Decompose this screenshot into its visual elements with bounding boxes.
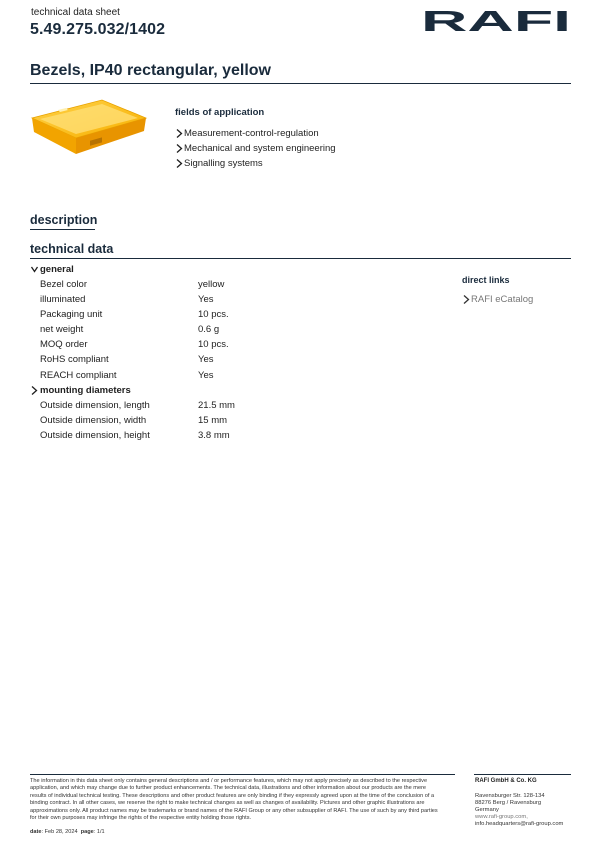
list-item: [175, 141, 336, 156]
ecatalog-link[interactable]: [462, 294, 533, 305]
reach-compliant-value: Yes: [198, 370, 214, 381]
outside-length-label: Outside dimension, length: [40, 400, 150, 411]
outside-height-value: 3.8 mm: [198, 430, 230, 441]
outside-width-label: Outside dimension, width: [40, 415, 147, 426]
application-label: Signalling systems: [184, 158, 263, 169]
outside-width-value: 15 mm: [198, 415, 228, 426]
group-label: general: [40, 263, 74, 275]
fields-of-application-heading: fields of application: [175, 107, 265, 118]
illuminated-label: illuminated: [40, 294, 86, 305]
document-type: technical data sheet: [31, 7, 120, 18]
net-weight-label: net weight: [40, 324, 84, 335]
link-label: RAFI eCatalog: [471, 294, 534, 305]
rohs-compliant-label: RoHS compliant: [40, 354, 109, 365]
company-name: RAFI GmbH & Co. KG: [475, 778, 537, 784]
technical-data-heading: technical data: [30, 242, 114, 256]
moq-order-value: 10 pcs.: [198, 339, 229, 350]
company-country: Germany: [475, 807, 499, 813]
company-city: 88276 Berg / Ravensburg: [475, 800, 542, 806]
description-underline: [30, 229, 95, 230]
svg-text:RAFI: RAFI: [421, 9, 571, 32]
page-label: page: [80, 829, 94, 835]
direct-links-heading: direct links: [462, 275, 510, 285]
company-email-link[interactable]: info.headquarters@rafi-group.com: [475, 821, 564, 827]
company-website-link[interactable]: www.rafi-group.com,: [475, 814, 528, 820]
outside-length-value: 21.5 mm: [198, 400, 235, 411]
footer-divider-right: [474, 774, 571, 775]
date-label: date: [30, 829, 42, 835]
title-divider: [30, 83, 571, 84]
application-label: Measurement-control-regulation: [184, 128, 319, 139]
chevron-right-icon: [175, 128, 184, 139]
list-item: [175, 126, 336, 141]
chevron-right-icon: [175, 143, 184, 154]
application-label: Mechanical and system engineering: [184, 143, 336, 154]
description-heading[interactable]: description: [30, 213, 98, 227]
article-number: 5.49.275.032/1402: [30, 21, 166, 38]
legal-disclaimer: The information in this data sheet only contains general descriptions and / or performance features, which may not apply precisely as described to the respective application, and which may change due to further product enhancements. The technical data, illustrations and other information about our products are the mere results of individual technical testing. These descriptions and other product features are only binding if they expressly agreed upon at the time of the conclusion of a binding contract. In all other cases, we reserve the right to make technical changes as well as changes of availability. Pictures and other graphic illustrations are approximations only. All product names may be trademarks or brand names of the RAFI Group or any other subsupplier of RAFI. The use of such by any third parties for their own purposes may infringe the rights of the respective entity holding those rights.: [30, 778, 438, 822]
rafi-logo: [420, 9, 572, 32]
outside-height-label: Outside dimension, height: [40, 430, 150, 441]
chevron-down-icon: [30, 264, 39, 275]
packaging-unit-label: Packaging unit: [40, 309, 103, 320]
chevron-right-icon: [175, 158, 184, 169]
list-item: [175, 156, 336, 171]
bezel-color-label: Bezel color: [40, 279, 87, 290]
reach-compliant-label: REACH compliant: [40, 370, 117, 381]
illuminated-value: Yes: [198, 294, 214, 305]
net-weight-value: 0.6 g: [198, 324, 220, 335]
chevron-right-icon: [462, 294, 471, 305]
chevron-right-icon: [30, 385, 39, 396]
technical-data-divider: [30, 258, 571, 259]
date-value: Feb 28, 2024: [44, 829, 78, 835]
rohs-compliant-value: Yes: [198, 354, 214, 365]
packaging-unit-value: 10 pcs.: [198, 309, 229, 320]
moq-order-label: MOQ order: [40, 339, 88, 350]
group-mounting-diameters[interactable]: [30, 384, 131, 396]
group-general[interactable]: [30, 263, 74, 275]
fields-of-application-list: [175, 126, 336, 171]
group-label: mounting diameters: [40, 384, 131, 396]
bezel-color-value: yellow: [198, 279, 225, 290]
footer-date-page: date: Feb 28, 2024 page: 1/1: [30, 829, 105, 835]
page-title: Bezels, IP40 rectangular, yellow: [30, 62, 271, 79]
company-street: Ravensburger Str. 128-134: [475, 793, 545, 799]
yellow-rectangular-bezel-image: [30, 98, 148, 160]
footer-divider-left: [30, 774, 455, 775]
page-value: 1/1: [96, 829, 105, 835]
